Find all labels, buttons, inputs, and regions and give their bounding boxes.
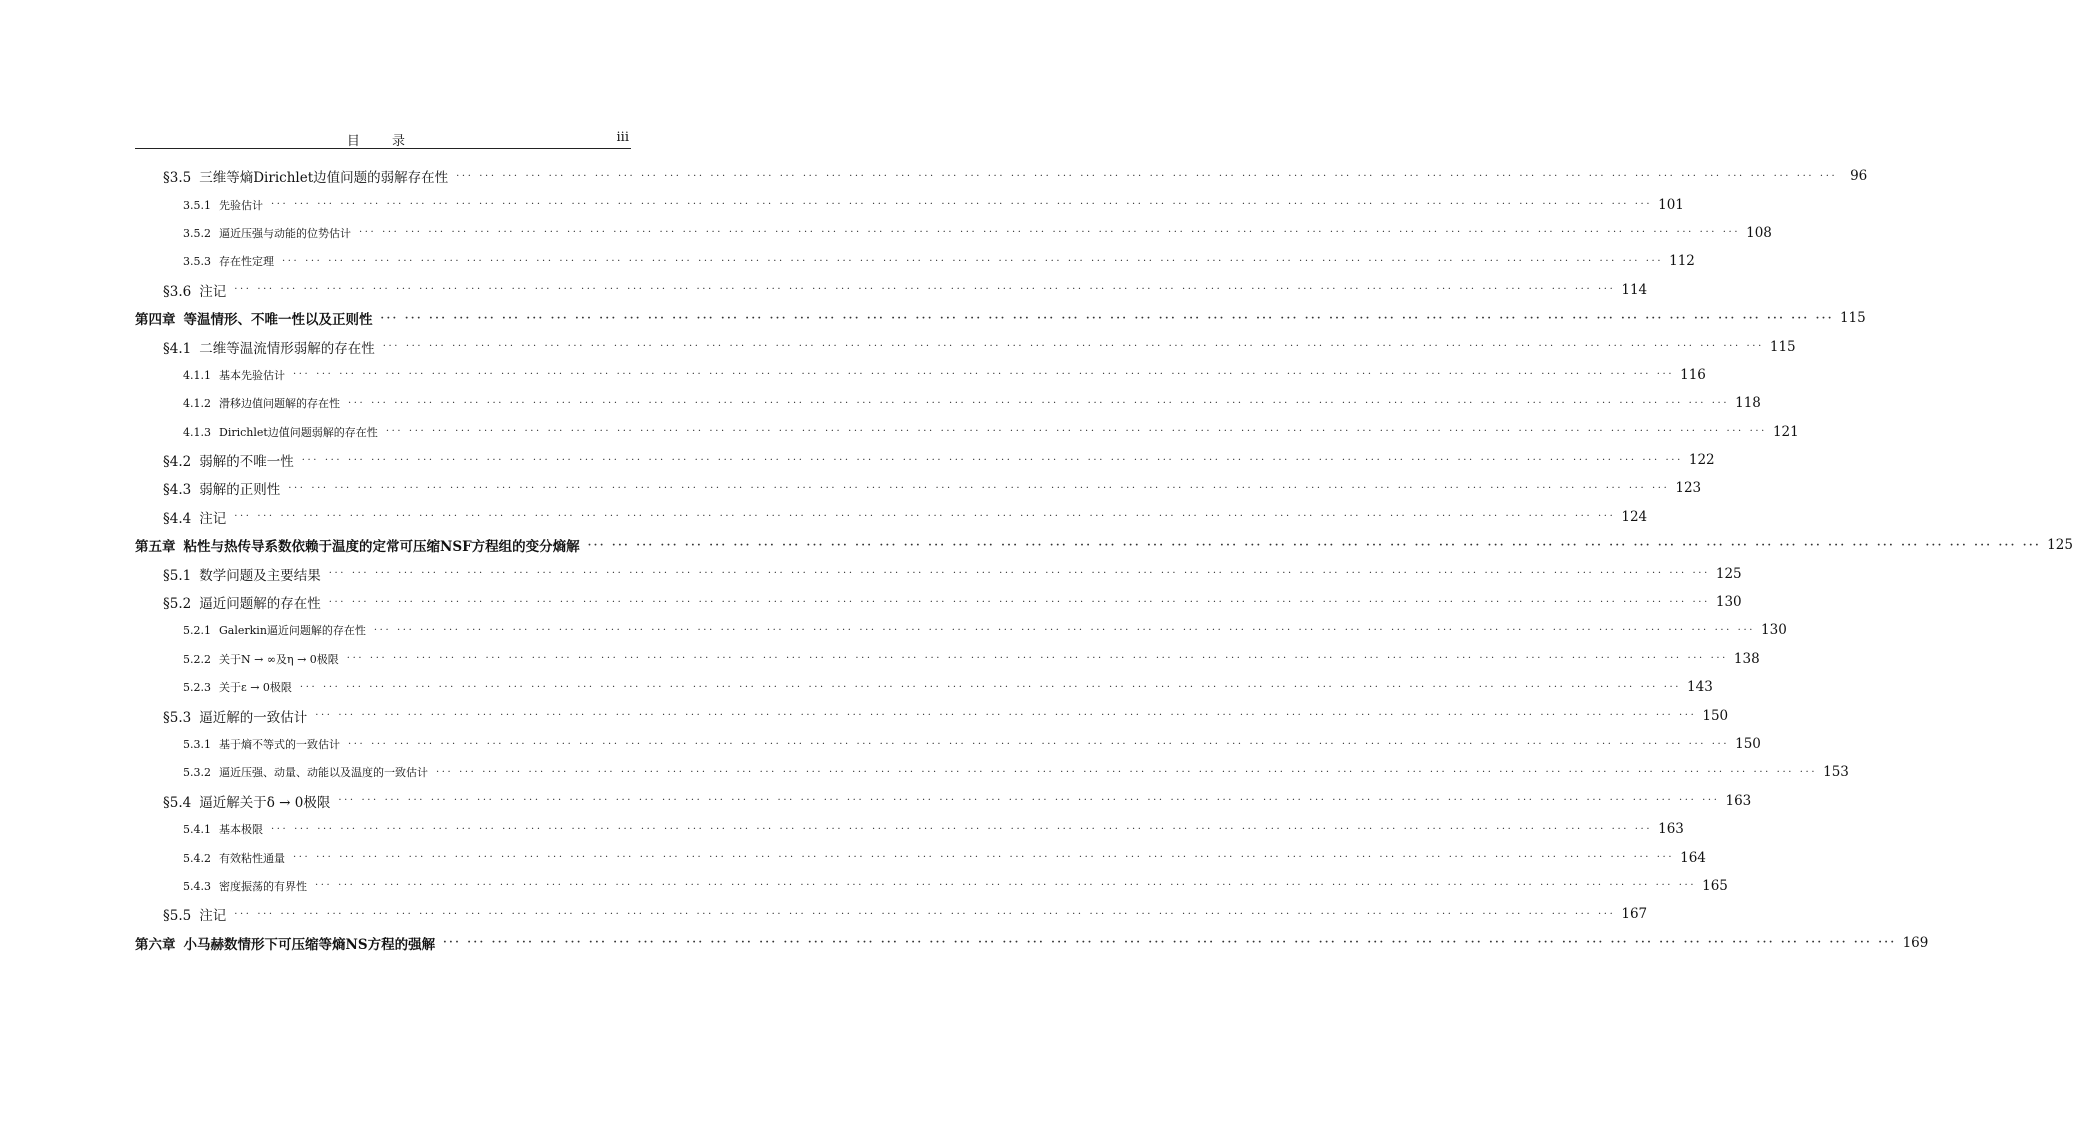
toc-entry-title: 有效粘性通量 bbox=[219, 851, 285, 865]
toc-entry-number: §5.4 bbox=[163, 794, 192, 811]
toc-entry-label bbox=[163, 478, 288, 498]
toc-entry-number: 3.5.3 bbox=[183, 255, 211, 269]
toc-entry-page: 121 bbox=[1772, 423, 1799, 440]
toc-entry-page: 163 bbox=[1658, 821, 1684, 838]
toc-entry-label bbox=[183, 850, 293, 866]
toc-entry-title: 基于熵不等式的一致估计 bbox=[219, 738, 340, 751]
toc-entry-page: 122 bbox=[1688, 452, 1715, 469]
toc-entry-title: 滑移边值问题解的存在性 bbox=[219, 397, 340, 411]
toc-entry-page: 150 bbox=[1702, 707, 1729, 724]
toc-entry-number: §5.3 bbox=[163, 709, 192, 726]
toc-entry-title: 关于N → ∞及η → 0极限 bbox=[219, 652, 339, 666]
toc-entry-page: 165 bbox=[1702, 877, 1728, 894]
toc-entry-number: 4.1.2 bbox=[183, 397, 211, 411]
dot-leader: ··· ··· ··· ··· ··· ··· ··· ··· ··· ··· ··· ··· ··· ··· ··· ··· ··· ··· ··· ··· ··· ··· ··· ··· ··· ··· ··· ··· ··· ··· ··· ··· ··· ··· ··· ··· ··· ··· ··· ··· ··· ··· ··· ··· ··· ··· ··· ··· ··· ··· ··· ··· ··· ··· ··· ··· ··· ··· ··· ··· bbox=[293, 852, 1675, 864]
toc-entry-sub[interactable] bbox=[135, 247, 1695, 275]
toc-entry-sub[interactable] bbox=[135, 872, 1728, 900]
toc-entry-title: 逼近问题解的存在性 bbox=[199, 596, 321, 613]
toc-entry-number: §3.6 bbox=[163, 283, 192, 300]
toc-entry-sub[interactable] bbox=[135, 843, 1706, 871]
toc-entry-section[interactable] bbox=[135, 559, 1742, 587]
toc-entry-section[interactable] bbox=[135, 446, 1715, 474]
toc-entry-page: 153 bbox=[1823, 764, 1849, 781]
toc-entry-number: 5.2.2 bbox=[183, 652, 211, 666]
toc-entry-number: 5.3.1 bbox=[183, 738, 211, 751]
dot-leader: ··· ··· ··· ··· ··· ··· ··· ··· ··· ··· ··· ··· ··· ··· ··· ··· ··· ··· ··· ··· ··· ··· ··· ··· ··· ··· ··· ··· ··· ··· ··· ··· ··· ··· ··· ··· ··· ··· ··· ··· ··· ··· ··· ··· ··· ··· ··· ··· ··· ··· ··· ··· ··· ··· ··· ··· ··· ··· ··· ··· bbox=[234, 284, 1616, 296]
toc-entry-label bbox=[183, 225, 359, 241]
toc-entry-page: 118 bbox=[1735, 395, 1761, 412]
toc-entry-label bbox=[183, 878, 315, 894]
toc-entry-sub[interactable] bbox=[135, 673, 1713, 701]
toc-entry-page: 115 bbox=[1769, 338, 1796, 355]
toc-entry-section[interactable] bbox=[135, 701, 1729, 729]
toc-entry-title: 小马赫数情形下可压缩等熵NS方程的强解 bbox=[183, 936, 436, 953]
running-header bbox=[135, 126, 631, 149]
toc-entry-number: 5.2.1 bbox=[183, 624, 211, 638]
toc-entry-label bbox=[183, 622, 374, 638]
dot-leader: ··· ··· ··· ··· ··· ··· ··· ··· ··· ··· ··· ··· ··· ··· ··· ··· ··· ··· ··· ··· ··· ··· ··· ··· ··· ··· ··· ··· ··· ··· ··· ··· ··· ··· ··· ··· ··· ··· ··· ··· ··· ··· ··· ··· ··· ··· ··· ··· ··· ··· ··· ··· ··· ··· ··· ··· ··· ··· ··· ··· bbox=[315, 710, 1697, 722]
toc-entry-label bbox=[183, 367, 293, 383]
toc-entry-title: 逼近压强、动量、动能以及温度的一致估计 bbox=[219, 766, 428, 780]
toc-entry-title: Galerkin逼近问题解的存在性 bbox=[219, 624, 366, 638]
toc-entry-title: 粘性与热传导系数依赖于温度的定常可压缩NSF方程组的变分熵解 bbox=[183, 539, 580, 556]
toc-entry-number: §4.1 bbox=[163, 340, 192, 357]
toc-entry-page: 138 bbox=[1733, 650, 1760, 667]
toc-entry-number: §4.4 bbox=[163, 510, 192, 527]
toc-entry-section[interactable] bbox=[135, 162, 1868, 190]
table-of-contents bbox=[135, 162, 2073, 957]
toc-entry-section[interactable] bbox=[135, 474, 1702, 502]
toc-entry-page: 112 bbox=[1669, 253, 1695, 270]
toc-entry-title: 弱解的正则性 bbox=[199, 482, 281, 499]
toc-entry-page: 130 bbox=[1715, 594, 1742, 611]
toc-entry-title: 逼近解的一致估计 bbox=[199, 709, 308, 726]
toc-entry-label bbox=[183, 424, 386, 440]
toc-entry-title: 注记 bbox=[199, 510, 227, 527]
toc-entry-label bbox=[163, 450, 302, 470]
dot-leader: ··· ··· ··· ··· ··· ··· ··· ··· ··· ··· ··· ··· ··· ··· ··· ··· ··· ··· ··· ··· ··· ··· ··· ··· ··· ··· ··· ··· ··· ··· ··· ··· ··· ··· ··· ··· ··· ··· ··· ··· ··· ··· ··· ··· ··· ··· ··· ··· ··· ··· ··· ··· ··· ··· ··· ··· ··· ··· ··· ··· bbox=[380, 312, 1834, 324]
dot-leader: ··· ··· ··· ··· ··· ··· ··· ··· ··· ··· ··· ··· ··· ··· ··· ··· ··· ··· ··· ··· ··· ··· ··· ··· ··· ··· ··· ··· ··· ··· ··· ··· ··· ··· ··· ··· ··· ··· ··· ··· ··· ··· ··· ··· ··· ··· ··· ··· ··· ··· ··· ··· ··· ··· ··· ··· ··· ··· ··· ··· bbox=[271, 823, 1653, 835]
toc-entry-page: 150 bbox=[1735, 736, 1761, 752]
toc-entry-label bbox=[163, 592, 329, 612]
toc-entry-title: 逼近解关于δ → 0极限 bbox=[199, 794, 331, 811]
toc-entry-page: 164 bbox=[1680, 849, 1706, 866]
dot-leader: ··· ··· ··· ··· ··· ··· ··· ··· ··· ··· ··· ··· ··· ··· ··· ··· ··· ··· ··· ··· ··· ··· ··· ··· ··· ··· ··· ··· ··· ··· ··· ··· ··· ··· ··· ··· ··· ··· ··· ··· ··· ··· ··· ··· ··· ··· ··· ··· ··· ··· ··· ··· ··· ··· ··· ··· ··· ··· ··· ··· bbox=[315, 880, 1697, 892]
toc-entry-section[interactable] bbox=[135, 503, 1648, 531]
toc-entry-section[interactable] bbox=[135, 588, 1742, 616]
dot-leader: ··· ··· ··· ··· ··· ··· ··· ··· ··· ··· ··· ··· ··· ··· ··· ··· ··· ··· ··· ··· ··· ··· ··· ··· ··· ··· ··· ··· ··· ··· ··· ··· ··· ··· ··· ··· ··· ··· ··· ··· ··· ··· ··· ··· ··· ··· ··· ··· ··· ··· ··· ··· ··· ··· ··· ··· ··· ··· ··· ··· bbox=[328, 596, 1710, 608]
toc-entry-page: 163 bbox=[1725, 792, 1752, 809]
toc-entry-number: 第五章 bbox=[135, 539, 176, 556]
dot-leader: ··· ··· ··· ··· ··· ··· ··· ··· ··· ··· ··· ··· ··· ··· ··· ··· ··· ··· ··· ··· ··· ··· ··· ··· ··· ··· ··· ··· ··· ··· ··· ··· ··· ··· ··· ··· ··· ··· ··· ··· ··· ··· ··· ··· ··· ··· ··· ··· ··· ··· ··· ··· ··· ··· ··· ··· ··· ··· ··· ··· bbox=[301, 454, 1683, 466]
dot-leader: ··· ··· ··· ··· ··· ··· ··· ··· ··· ··· ··· ··· ··· ··· ··· ··· ··· ··· ··· ··· ··· ··· ··· ··· ··· ··· ··· ··· ··· ··· ··· ··· ··· ··· ··· ··· ··· ··· ··· ··· ··· ··· ··· ··· ··· ··· ··· ··· ··· ··· ··· ··· ··· ··· ··· ··· ··· ··· ··· ··· bbox=[346, 653, 1728, 665]
dot-leader: ··· ··· ··· ··· ··· ··· ··· ··· ··· ··· ··· ··· ··· ··· ··· ··· ··· ··· ··· ··· ··· ··· ··· ··· ··· ··· ··· ··· ··· ··· ··· ··· ··· ··· ··· ··· ··· ··· ··· ··· ··· ··· ··· ··· ··· ··· ··· ··· ··· ··· ··· ··· ··· ··· ··· ··· ··· ··· ··· ··· bbox=[234, 908, 1616, 920]
toc-entry-page: 130 bbox=[1761, 622, 1787, 639]
toc-entry-number: 5.3.2 bbox=[183, 766, 211, 780]
toc-entry-title: 二维等温流情形弱解的存在性 bbox=[199, 340, 375, 357]
toc-entry-label bbox=[135, 308, 381, 328]
dot-leader: ··· ··· ··· ··· ··· ··· ··· ··· ··· ··· ··· ··· ··· ··· ··· ··· ··· ··· ··· ··· ··· ··· ··· ··· ··· ··· ··· ··· ··· ··· ··· ··· ··· ··· ··· ··· ··· ··· ··· ··· ··· ··· ··· ··· ··· ··· ··· ··· ··· ··· ··· ··· ··· ··· ··· ··· ··· ··· ··· ··· bbox=[299, 681, 1682, 693]
toc-entry-chapter[interactable] bbox=[135, 304, 1866, 332]
toc-entry-page: 114 bbox=[1621, 281, 1648, 298]
toc-entry-title: 关于ε → 0极限 bbox=[219, 681, 292, 695]
toc-entry-title: 存在性定理 bbox=[219, 255, 274, 269]
toc-entry-title: 注记 bbox=[199, 908, 227, 925]
toc-entry-number: §4.3 bbox=[163, 482, 192, 499]
toc-entry-label bbox=[163, 337, 383, 357]
toc-entry-number: 4.1.3 bbox=[183, 425, 211, 439]
toc-entry-title: 逼近压强与动能的位势估计 bbox=[219, 226, 351, 240]
toc-entry-title: 数学问题及主要结果 bbox=[199, 567, 321, 584]
dot-leader: ··· ··· ··· ··· ··· ··· ··· ··· ··· ··· ··· ··· ··· ··· ··· ··· ··· ··· ··· ··· ··· ··· ··· ··· ··· ··· ··· ··· ··· ··· ··· ··· ··· ··· ··· ··· ··· ··· ··· ··· ··· ··· ··· ··· ··· ··· ··· ··· ··· ··· ··· ··· ··· ··· ··· ··· ··· ··· ··· ··· bbox=[456, 170, 1838, 182]
toc-entry-number: 第四章 bbox=[135, 312, 176, 329]
toc-entry-title: 先验估计 bbox=[219, 198, 263, 212]
toc-entry-title: 密度振荡的有界性 bbox=[219, 879, 307, 893]
toc-entry-sub[interactable] bbox=[135, 389, 1761, 417]
toc-entry-label bbox=[135, 933, 443, 953]
toc-entry-page: 125 bbox=[1715, 565, 1742, 582]
dot-leader: ··· ··· ··· ··· ··· ··· ··· ··· ··· ··· ··· ··· ··· ··· ··· ··· ··· ··· ··· ··· ··· ··· ··· ··· ··· ··· ··· ··· ··· ··· ··· ··· ··· ··· ··· ··· ··· ··· ··· ··· ··· ··· ··· ··· ··· ··· ··· ··· ··· ··· ··· ··· ··· ··· ··· ··· ··· ··· ··· ··· bbox=[443, 937, 1897, 949]
toc-entry-label bbox=[163, 904, 234, 924]
toc-entry-title: 等温情形、不唯一性以及正则性 bbox=[183, 312, 373, 329]
toc-entry-sub[interactable] bbox=[135, 190, 1684, 218]
toc-entry-label bbox=[163, 706, 315, 726]
toc-entry-page: 123 bbox=[1675, 480, 1702, 497]
dot-leader: ··· ··· ··· ··· ··· ··· ··· ··· ··· ··· ··· ··· ··· ··· ··· ··· ··· ··· ··· ··· ··· ··· ··· ··· ··· ··· ··· ··· ··· ··· ··· ··· ··· ··· ··· ··· ··· ··· ··· ··· ··· ··· ··· ··· ··· ··· ··· ··· ··· ··· ··· ··· ··· ··· ··· ··· ··· ··· ··· ··· bbox=[348, 738, 1730, 750]
toc-entry-number: 4.1.1 bbox=[183, 368, 211, 382]
toc-entry-label bbox=[135, 535, 588, 555]
toc-entry-number: §4.2 bbox=[163, 454, 192, 471]
toc-entry-title: 基本先验估计 bbox=[219, 368, 285, 382]
dot-leader: ··· ··· ··· ··· ··· ··· ··· ··· ··· ··· ··· ··· ··· ··· ··· ··· ··· ··· ··· ··· ··· ··· ··· ··· ··· ··· ··· ··· ··· ··· ··· ··· ··· ··· ··· ··· ··· ··· ··· ··· ··· ··· ··· ··· ··· ··· ··· ··· ··· ··· ··· ··· ··· ··· ··· ··· ··· ··· ··· ··· bbox=[288, 482, 1670, 494]
toc-entry-label bbox=[183, 679, 300, 695]
toc-entry-section[interactable] bbox=[135, 276, 1648, 304]
toc-entry-label bbox=[183, 197, 271, 213]
toc-entry-sub[interactable] bbox=[135, 418, 1799, 446]
toc-entry-page: 124 bbox=[1621, 508, 1648, 525]
toc-entry-number: §5.2 bbox=[163, 596, 192, 613]
toc-entry-section[interactable] bbox=[135, 900, 1648, 928]
toc-entry-page: 101 bbox=[1658, 196, 1684, 213]
toc-entry-number: 3.5.2 bbox=[183, 226, 211, 240]
toc-entry-title: Dirichlet边值问题弱解的存在性 bbox=[219, 425, 378, 439]
dot-leader: ··· ··· ··· ··· ··· ··· ··· ··· ··· ··· ··· ··· ··· ··· ··· ··· ··· ··· ··· ··· ··· ··· ··· ··· ··· ··· ··· ··· ··· ··· ··· ··· ··· ··· ··· ··· ··· ··· ··· ··· ··· ··· ··· ··· ··· ··· ··· ··· ··· ··· ··· ··· ··· ··· ··· ··· ··· ··· ··· ··· bbox=[382, 341, 1764, 353]
dot-leader: ··· ··· ··· ··· ··· ··· ··· ··· ··· ··· ··· ··· ··· ··· ··· ··· ··· ··· ··· ··· ··· ··· ··· ··· ··· ··· ··· ··· ··· ··· ··· ··· ··· ··· ··· ··· ··· ··· ··· ··· ··· ··· ··· ··· ··· ··· ··· ··· ··· ··· ··· ··· ··· ··· ··· ··· ··· ··· ··· ··· bbox=[359, 227, 1741, 239]
toc-entry-label bbox=[163, 564, 329, 584]
toc-entry-number: §5.1 bbox=[163, 567, 192, 584]
toc-entry-page: 96 bbox=[1850, 168, 1868, 185]
toc-entry-title: 基本极限 bbox=[219, 823, 263, 837]
toc-entry-sub[interactable] bbox=[135, 616, 1787, 644]
toc-entry-page: 167 bbox=[1621, 906, 1648, 923]
toc-entry-label bbox=[163, 507, 234, 527]
toc-entry-label bbox=[183, 651, 347, 667]
toc-entry-page: 143 bbox=[1687, 679, 1713, 696]
toc-entry-label bbox=[183, 736, 348, 752]
toc-entry-title: 弱解的不唯一性 bbox=[199, 454, 294, 471]
toc-entry-number: 5.2.3 bbox=[183, 681, 211, 695]
dot-leader: ··· ··· ··· ··· ··· ··· ··· ··· ··· ··· ··· ··· ··· ··· ··· ··· ··· ··· ··· ··· ··· ··· ··· ··· ··· ··· ··· ··· ··· ··· ··· ··· ··· ··· ··· ··· ··· ··· ··· ··· ··· ··· ··· ··· ··· ··· ··· ··· ··· ··· ··· ··· ··· ··· ··· ··· ··· ··· ··· ··· bbox=[282, 255, 1664, 267]
dot-leader: ··· ··· ··· ··· ··· ··· ··· ··· ··· ··· ··· ··· ··· ··· ··· ··· ··· ··· ··· ··· ··· ··· ··· ··· ··· ··· ··· ··· ··· ··· ··· ··· ··· ··· ··· ··· ··· ··· ··· ··· ··· ··· ··· ··· ··· ··· ··· ··· ··· ··· ··· ··· ··· ··· ··· ··· ··· ··· ··· ··· bbox=[271, 199, 1653, 211]
toc-entry-number: 3.5.1 bbox=[183, 198, 211, 212]
toc-entry-sub[interactable] bbox=[135, 730, 1761, 758]
toc-entry-section[interactable] bbox=[135, 787, 1752, 815]
header-title: 目 录 bbox=[346, 134, 420, 149]
toc-entry-label bbox=[163, 166, 456, 186]
toc-entry-page: 116 bbox=[1680, 366, 1706, 383]
toc-entry-sub[interactable] bbox=[135, 219, 1772, 247]
toc-entry-chapter[interactable] bbox=[135, 929, 1929, 957]
toc-entry-number: 5.4.2 bbox=[183, 851, 211, 865]
toc-entry-chapter[interactable] bbox=[135, 531, 2073, 559]
toc-entry-section[interactable] bbox=[135, 332, 1796, 360]
toc-entry-sub[interactable] bbox=[135, 758, 1849, 786]
dot-leader: ··· ··· ··· ··· ··· ··· ··· ··· ··· ··· ··· ··· ··· ··· ··· ··· ··· ··· ··· ··· ··· ··· ··· ··· ··· ··· ··· ··· ··· ··· ··· ··· ··· ··· ··· ··· ··· ··· ··· ··· ··· ··· ··· ··· ··· ··· ··· ··· ··· ··· ··· ··· ··· ··· ··· ··· ··· ··· ··· ··· bbox=[385, 426, 1767, 438]
toc-entry-title: 三维等熵Dirichlet边值问题的弱解存在性 bbox=[199, 170, 449, 187]
toc-entry-page: 115 bbox=[1839, 310, 1866, 327]
dot-leader: ··· ··· ··· ··· ··· ··· ··· ··· ··· ··· ··· ··· ··· ··· ··· ··· ··· ··· ··· ··· ··· ··· ··· ··· ··· ··· ··· ··· ··· ··· ··· ··· ··· ··· ··· ··· ··· ··· ··· ··· ··· ··· ··· ··· ··· ··· ··· ··· ··· ··· ··· ··· ··· ··· ··· ··· ··· ··· ··· ··· bbox=[234, 511, 1616, 523]
dot-leader: ··· ··· ··· ··· ··· ··· ··· ··· ··· ··· ··· ··· ··· ··· ··· ··· ··· ··· ··· ··· ··· ··· ··· ··· ··· ··· ··· ··· ··· ··· ··· ··· ··· ··· ··· ··· ··· ··· ··· ··· ··· ··· ··· ··· ··· ··· ··· ··· ··· ··· ··· ··· ··· ··· ··· ··· ··· ··· ··· ··· bbox=[348, 397, 1730, 409]
dot-leader: ··· ··· ··· ··· ··· ··· ··· ··· ··· ··· ··· ··· ··· ··· ··· ··· ··· ··· ··· ··· ··· ··· ··· ··· ··· ··· ··· ··· ··· ··· ··· ··· ··· ··· ··· ··· ··· ··· ··· ··· ··· ··· ··· ··· ··· ··· ··· ··· ··· ··· ··· ··· ··· ··· ··· ··· ··· ··· ··· ··· bbox=[436, 766, 1818, 778]
dot-leader: ··· ··· ··· ··· ··· ··· ··· ··· ··· ··· ··· ··· ··· ··· ··· ··· ··· ··· ··· ··· ··· ··· ··· ··· ··· ··· ··· ··· ··· ··· ··· ··· ··· ··· ··· ··· ··· ··· ··· ··· ··· ··· ··· ··· ··· ··· ··· ··· ··· ··· ··· ··· ··· ··· ··· ··· ··· ··· ··· ··· bbox=[587, 539, 2042, 551]
toc-entry-page: 169 bbox=[1902, 934, 1929, 951]
toc-entry-label bbox=[183, 764, 436, 780]
toc-entry-label bbox=[163, 280, 234, 300]
toc-entry-sub[interactable] bbox=[135, 645, 1760, 673]
toc-entry-number: §3.5 bbox=[163, 170, 192, 187]
header-page-number: iii bbox=[616, 130, 629, 145]
toc-entry-number: 5.4.1 bbox=[183, 823, 211, 837]
toc-entry-number: §5.5 bbox=[163, 908, 192, 925]
toc-entry-page: 108 bbox=[1746, 224, 1772, 241]
toc-entry-label bbox=[163, 791, 338, 811]
toc-entry-number: 5.4.3 bbox=[183, 879, 211, 893]
toc-entry-label bbox=[183, 395, 348, 411]
toc-entry-label bbox=[183, 821, 271, 837]
toc-entry-sub[interactable] bbox=[135, 361, 1706, 389]
toc-entry-label bbox=[183, 253, 282, 269]
dot-leader: ··· ··· ··· ··· ··· ··· ··· ··· ··· ··· ··· ··· ··· ··· ··· ··· ··· ··· ··· ··· ··· ··· ··· ··· ··· ··· ··· ··· ··· ··· ··· ··· ··· ··· ··· ··· ··· ··· ··· ··· ··· ··· ··· ··· ··· ··· ··· ··· ··· ··· ··· ··· ··· ··· ··· ··· ··· ··· ··· ··· bbox=[293, 369, 1675, 381]
toc-entry-sub[interactable] bbox=[135, 815, 1684, 843]
toc-entry-page: 125 bbox=[2047, 537, 2073, 554]
dot-leader: ··· ··· ··· ··· ··· ··· ··· ··· ··· ··· ··· ··· ··· ··· ··· ··· ··· ··· ··· ··· ··· ··· ··· ··· ··· ··· ··· ··· ··· ··· ··· ··· ··· ··· ··· ··· ··· ··· ··· ··· ··· ··· ··· ··· ··· ··· ··· ··· ··· ··· ··· ··· ··· ··· ··· ··· ··· ··· ··· ··· bbox=[328, 568, 1710, 580]
dot-leader: ··· ··· ··· ··· ··· ··· ··· ··· ··· ··· ··· ··· ··· ··· ··· ··· ··· ··· ··· ··· ··· ··· ··· ··· ··· ··· ··· ··· ··· ··· ··· ··· ··· ··· ··· ··· ··· ··· ··· ··· ··· ··· ··· ··· ··· ··· ··· ··· ··· ··· ··· ··· ··· ··· ··· ··· ··· ··· ··· ··· bbox=[373, 624, 1756, 636]
dot-leader: ··· ··· ··· ··· ··· ··· ··· ··· ··· ··· ··· ··· ··· ··· ··· ··· ··· ··· ··· ··· ··· ··· ··· ··· ··· ··· ··· ··· ··· ··· ··· ··· ··· ··· ··· ··· ··· ··· ··· ··· ··· ··· ··· ··· ··· ··· ··· ··· ··· ··· ··· ··· ··· ··· ··· ··· ··· ··· ··· ··· bbox=[338, 795, 1720, 807]
toc-entry-number: 第六章 bbox=[135, 936, 176, 953]
toc-entry-title: 注记 bbox=[199, 283, 227, 300]
